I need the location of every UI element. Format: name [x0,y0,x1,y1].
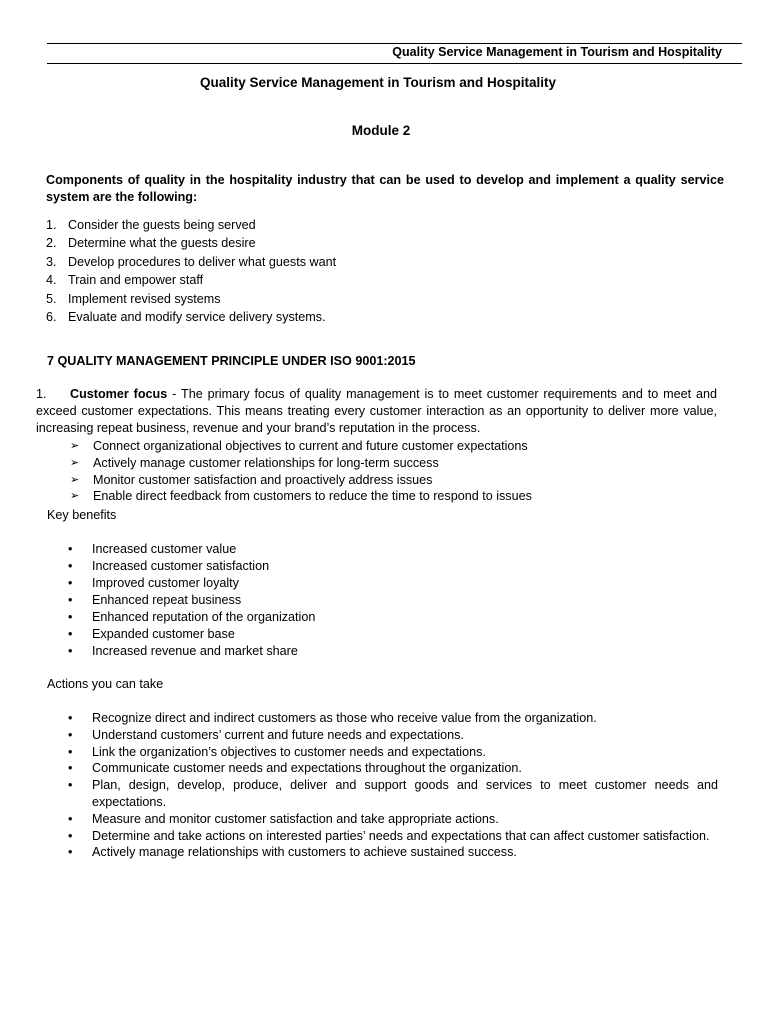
component-text: Develop procedures to deliver what guests want [68,254,337,269]
bullet-icon: • [68,727,73,742]
action-text: Understand customers’ current and future needs and expectations. [92,727,464,742]
key-benefit-text: Increased revenue and market share [92,644,298,658]
bullet-icon: • [68,644,73,658]
bullet-icon: • [68,828,73,843]
bullet-icon: • [68,593,73,607]
bullet-icon: • [68,761,73,776]
action-text: Actively manage relationships with customers to achieve sustained success. [92,845,517,860]
component-text: Train and empower staff [68,273,204,288]
component-text: Determine what the guests desire [68,236,256,251]
key-benefit-text: Enhanced reputation of the organization [92,610,316,624]
bullet-icon: • [68,778,73,793]
actions-label: Actions you can take [47,677,164,691]
component-item [46,235,336,254]
component-item [46,216,336,235]
component-item [46,272,336,291]
key-benefit-text: Increased customer value [92,542,237,556]
module-heading: Module 2 [351,123,411,138]
action-item [66,811,718,828]
bullet-icon: • [68,576,73,590]
principle-number: 1. [36,387,47,401]
bullet-icon: • [68,559,73,573]
key-benefit-item [66,592,718,609]
bullet-icon: • [68,744,73,759]
key-benefit-text: Increased customer satisfaction [92,559,270,573]
key-benefit-item [66,558,718,575]
bullet-icon: • [68,711,73,725]
component-number: 2. [46,236,57,251]
components-intro: Components of quality in the hospitality industry that can be used to develop and implement a quality service system are the following: [46,173,724,204]
arrow-list-item [70,488,532,505]
action-text: Measure and monitor customer satisfaction and take appropriate actions. [92,811,499,826]
principle-name: Customer focus [70,387,168,401]
actions-list [66,710,718,861]
action-item [66,760,718,777]
bullet-icon: • [68,542,73,556]
key-benefit-text: Improved customer loyalty [92,576,239,590]
action-text: Determine and take actions on interested parties’ needs and expectations that can affect customer satisfaction. [92,828,710,843]
key-benefits-label: Key benefits [47,508,117,522]
header-bottom-rule [47,63,742,64]
key-benefit-text: Expanded customer base [92,627,235,641]
arrow-bullet-icon: ➢ [70,456,80,469]
component-text: Implement revised systems [68,291,221,306]
action-text: Recognize direct and indirect customers as those who receive value from the organization. [92,711,597,725]
key-benefit-item [66,626,718,643]
arrow-bullet-icon: ➢ [70,490,80,503]
customer-focus-arrow-list [70,438,532,505]
component-number: 3. [46,254,57,269]
key-benefits-list [66,541,718,660]
arrow-item-text: Monitor customer satisfaction and proactively address issues [93,472,433,487]
component-number: 4. [46,273,57,288]
arrow-list-item [70,438,532,455]
bullet-icon: • [68,610,73,624]
arrow-list-item [70,455,532,472]
components-list [46,216,336,327]
component-number: 5. [46,291,57,306]
component-number: 1. [46,217,57,232]
component-text: Consider the guests being served [68,217,256,232]
action-item [66,744,718,761]
action-item [66,828,718,845]
bullet-icon: • [68,627,73,641]
document-title: Quality Service Management in Tourism and Hospitality [199,75,557,90]
key-benefit-item [66,541,718,558]
action-text: Link the organization’s objectives to customer needs and expectations. [92,744,486,759]
principles-heading: 7 QUALITY MANAGEMENT PRINCIPLE UNDER ISO 9001:2015 [47,354,416,368]
component-item [46,253,336,272]
component-item [46,309,336,328]
key-benefit-item [66,609,718,626]
key-benefit-item [66,643,718,660]
arrow-item-text: Enable direct feedback from customers to reduce the time to respond to issues [93,489,532,504]
component-item [46,290,336,309]
arrow-item-text: Actively manage customer relationships for long-term success [93,455,439,470]
arrow-list-item [70,472,532,489]
key-benefit-item [66,575,718,592]
bullet-icon: • [68,811,73,826]
component-number: 6. [46,310,57,325]
arrow-bullet-icon: ➢ [70,440,80,452]
principle-customer-focus [36,386,717,436]
action-item [66,710,718,727]
key-benefit-text: Enhanced repeat business [92,593,242,607]
bullet-icon: • [68,845,73,860]
principle-description: - The primary focus of quality management is to meet customer requirements and to meet and exceed customer expectations. This means treating every customer interaction as an opportunity to deliver more value, increasing repeat business, revenue and your brand’s reputation in the process. [36,387,717,435]
action-text: Communicate customer needs and expectations throughout the organization. [92,761,522,776]
action-item [66,777,718,811]
action-item [66,844,718,861]
action-item [66,727,718,744]
header-top-rule [47,43,742,44]
action-text: Plan, design, develop, produce, deliver and support goods and services to meet customer needs and expectations. [92,778,718,809]
running-header-title: Quality Service Management in Tourism and Hospitality [392,45,722,59]
component-text: Evaluate and modify service delivery systems. [68,310,326,325]
arrow-item-text: Connect organizational objectives to current and future customer expectations [93,439,528,453]
arrow-bullet-icon: ➢ [70,473,80,486]
